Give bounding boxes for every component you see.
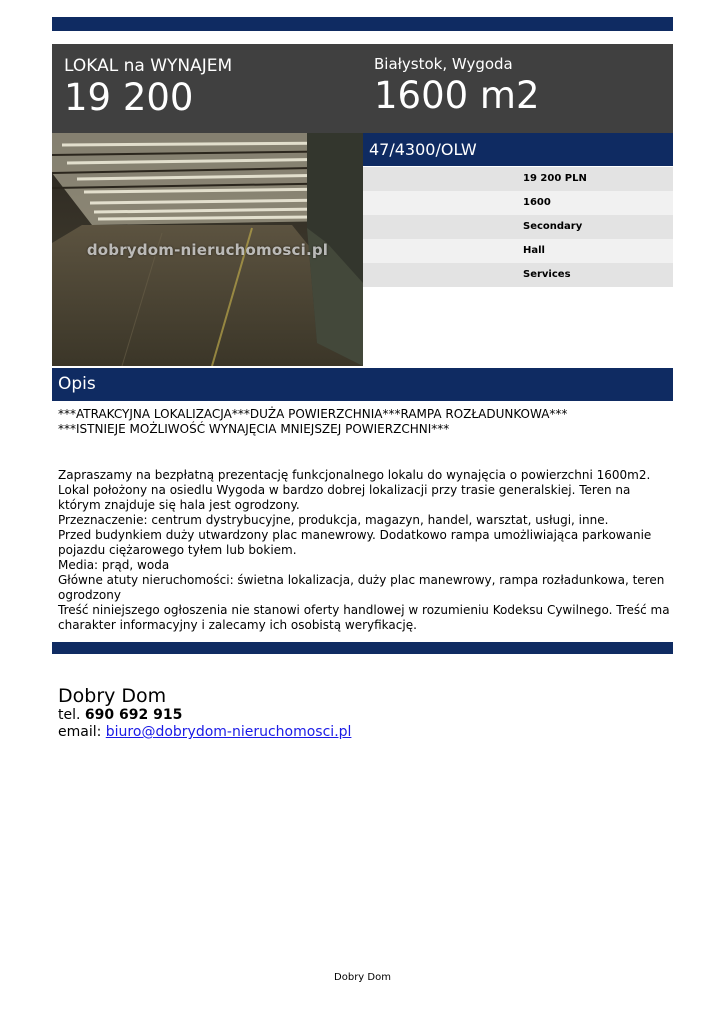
detail-price: 19 200 PLN	[523, 173, 587, 184]
phone-label: tel.	[58, 707, 81, 723]
phone-line	[58, 707, 351, 724]
section-divider-bar	[52, 642, 673, 654]
listing-area: 1600 m2	[374, 74, 540, 117]
email-line	[58, 724, 351, 741]
page-footer: Dobry Dom	[334, 972, 391, 983]
photo-watermark: dobrydom-nieruchomosci.pl	[86, 241, 329, 259]
detail-type: Hall	[523, 245, 545, 256]
detail-row-purpose	[363, 263, 673, 287]
description-paragraph: Zapraszamy na bezpłatną prezentację funkcjonalnego lokalu do wynajęcia o powierzchni 1600m2. Lokal położony na osiedlu Wygoda w bardzo dobrej lokalizacji przy trasie generalskiej. Teren na którym znajduje się hala jest ogrodzony.	[58, 468, 651, 512]
email-label: email:	[58, 724, 102, 740]
listing-location: Białystok, Wygoda	[374, 55, 513, 73]
highlight-line: ***ATRAKCYJNA LOKALIZACJA***DUŻA POWIERZCHNIA***RAMPA ROZŁADUNKOWA***	[58, 407, 568, 421]
property-photo	[52, 133, 363, 366]
description-title: Opis	[58, 374, 96, 394]
paragraph-gap	[58, 437, 670, 468]
reference-bar	[363, 133, 673, 166]
listing-header	[52, 44, 673, 133]
description-paragraph: Główne atuty nieruchomości: świetna lokalizacja, duży plac manewrowy, rampa rozładunkowa, teren ogrodzony	[58, 573, 665, 602]
detail-market: Secondary	[523, 221, 583, 232]
description-paragraph: Media: prąd, woda	[58, 558, 170, 572]
description-paragraph: Przeznaczenie: centrum dystrybucyjne, produkcja, magazyn, handel, warsztat, usługi, inne.	[58, 513, 609, 527]
description-paragraph: Przed budynkiem duży utwardzony plac manewrowy. Dodatkowo rampa umożliwiająca parkowanie pojazdu ciężarowego tyłem lub bokiem.	[58, 528, 652, 557]
header-right	[374, 55, 540, 118]
description-header	[52, 368, 673, 401]
top-accent-bar	[52, 17, 673, 31]
header-left	[64, 56, 232, 120]
email-link[interactable]: biuro@dobrydom-nieruchomosci.pl	[105, 724, 352, 740]
details-table	[363, 167, 673, 287]
listing-type: LOKAL na WYNAJEM	[64, 56, 233, 76]
detail-row-market	[363, 215, 673, 239]
detail-row-type	[363, 239, 673, 263]
description-paragraph: Treść niniejszego ogłoszenia nie stanowi oferty handlowej w rozumieniu Kodeksu Cywilnego. Treść ma charakter informacyjny i zalecamy ich osobistą weryfikację.	[58, 603, 670, 632]
listing-reference: 47/4300/OLW	[369, 140, 477, 159]
company-name: Dobry Dom	[58, 685, 167, 707]
phone-number[interactable]: 690 692 915	[84, 707, 183, 723]
detail-purpose: Services	[523, 269, 571, 280]
listing-price: 19 200	[64, 76, 194, 119]
detail-row-price	[363, 167, 673, 191]
description-body	[58, 407, 670, 633]
contact-block	[58, 685, 351, 741]
highlight-line: ***ISTNIEJE MOŻLIWOŚĆ WYNAJĘCIA MNIEJSZEJ POWIERZCHNI***	[58, 422, 450, 436]
detail-row-area	[363, 191, 673, 215]
detail-area: 1600	[523, 197, 551, 208]
